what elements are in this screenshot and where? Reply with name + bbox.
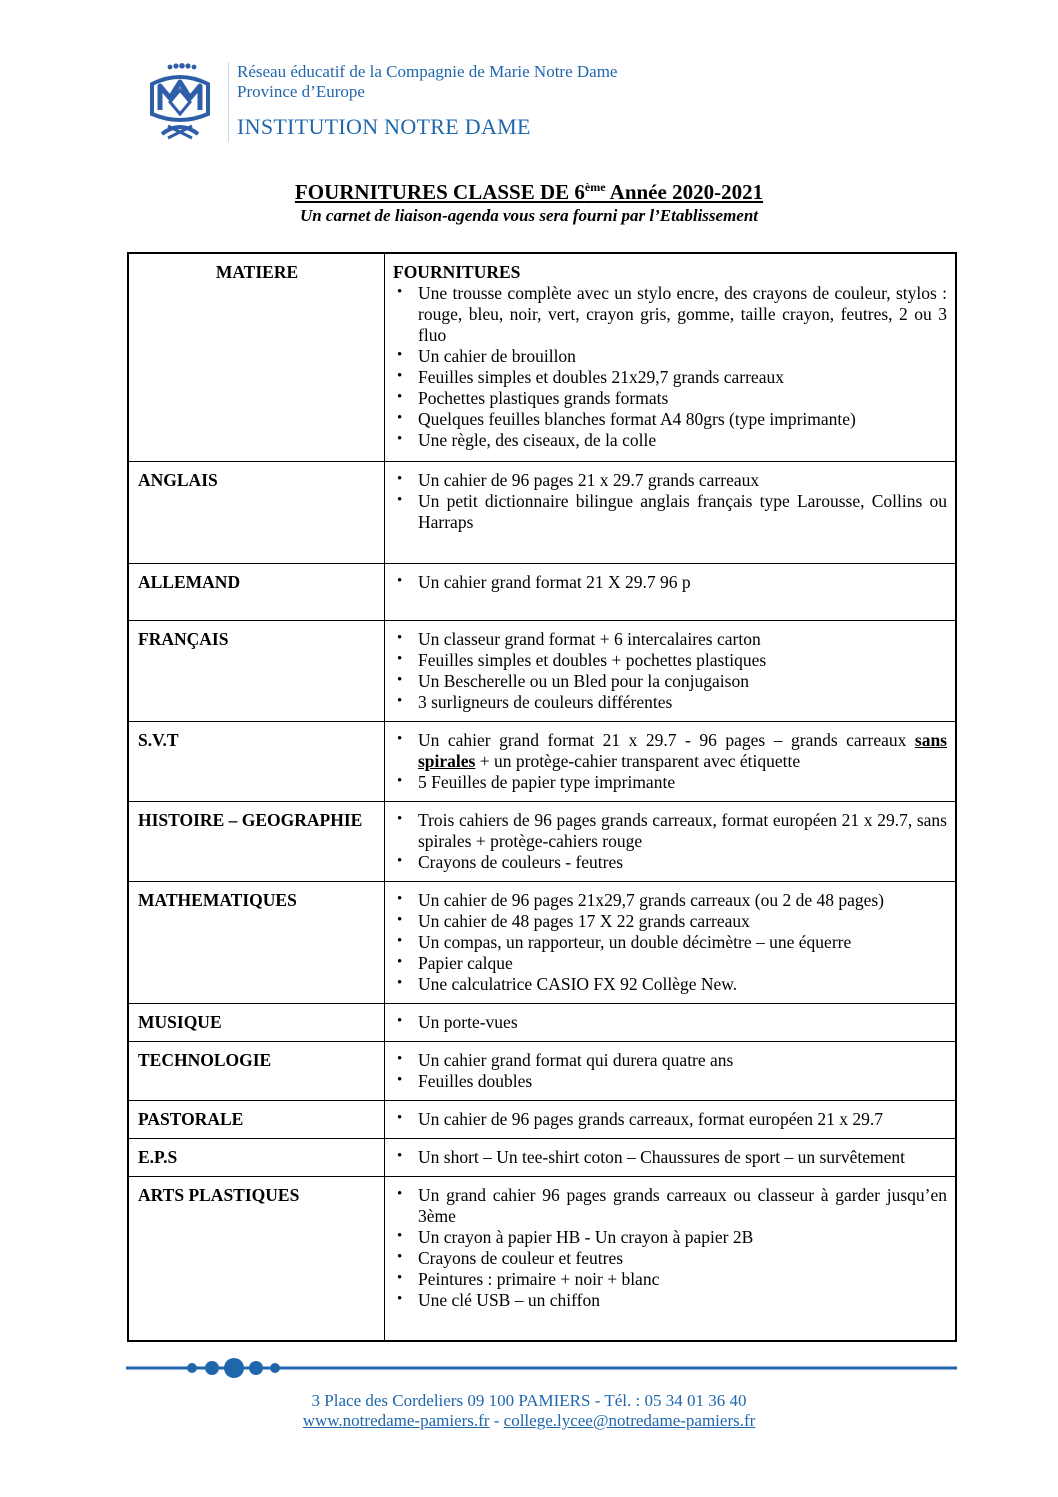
supply-item (393, 409, 947, 430)
supply-text: Une règle, des ciseaux, de la colle (418, 430, 657, 450)
subject-name: MATHEMATIQUES (128, 881, 385, 1003)
table-row (128, 1003, 956, 1041)
subject-name: HISTOIRE – GEOGRAPHIE (128, 801, 385, 881)
supply-text: Un cahier grand format 21 X 29.7 96 p (418, 571, 691, 592)
supply-text: Un cahier de 96 pages grands carreaux, format européen 21 x 29.7 (418, 1108, 884, 1129)
subject-name: S.V.T (128, 721, 385, 801)
bullet-icon: • (397, 1290, 403, 1307)
supply-text: Un grand cahier 96 pages grands carreaux ou classeur à garder jusqu’en 3ème (418, 1184, 947, 1226)
supply-text: Une calculatrice CASIO FX 92 Collège New. (418, 973, 738, 994)
footer-separator: - (489, 1411, 504, 1430)
supply-item (393, 932, 947, 953)
bullet-icon: • (397, 284, 403, 300)
bullet-icon: • (397, 650, 403, 667)
bullet-icon: • (397, 1012, 403, 1029)
supplies-cell (385, 1138, 957, 1176)
supply-item (393, 974, 947, 995)
supply-item (393, 1248, 947, 1269)
subject-name: TECHNOLOGIE (128, 1041, 385, 1100)
bullet-icon: • (397, 410, 403, 426)
supply-text: Un cahier de brouillon (418, 346, 576, 366)
supply-item (393, 692, 947, 713)
bullet-icon: • (397, 953, 403, 970)
supply-text: Un cahier de 96 pages 21 x 29.7 grands carreaux (418, 469, 760, 490)
header (237, 62, 617, 140)
bullet-icon: • (397, 1185, 403, 1202)
table-row (128, 1041, 956, 1100)
supply-text: Un crayon à papier HB - Un crayon à papier 2B (418, 1226, 754, 1247)
supplies-list (393, 629, 947, 713)
supply-text: Crayons de couleur et feutres (418, 1247, 624, 1268)
supply-text: Trois cahiers de 96 pages grands carreaux, format européen 21 x 29.7, sans spirales + protège-cahiers rouge (418, 809, 947, 851)
page-subtitle: Un carnet de liaison-agenda vous sera fourni par l’Etablissement (299, 206, 759, 225)
bullet-icon: • (397, 730, 403, 747)
supply-item (393, 1012, 947, 1033)
supply-item (393, 388, 947, 409)
supplies-list (393, 730, 947, 793)
institution-name: INSTITUTION NOTRE DAME (237, 114, 531, 139)
bullet-icon: • (397, 852, 403, 869)
supply-text: Papier calque (418, 952, 513, 973)
supply-text: Un short – Un tee-shirt coton – Chaussures de sport – un survêtement (418, 1146, 906, 1167)
subject-name: ANGLAIS (128, 461, 385, 563)
supply-text: Un classeur grand format + 6 intercalaires carton (418, 628, 761, 649)
supplies-list (393, 810, 947, 873)
bullet-icon: • (397, 932, 403, 949)
supply-item (393, 810, 947, 852)
supply-item (393, 1050, 947, 1071)
supply-text: + un protège-cahier transparent avec étiquette (475, 750, 801, 771)
table-row (128, 1176, 956, 1341)
supplies-cell (385, 620, 957, 721)
table-row (128, 620, 956, 721)
email-link[interactable]: college.lycee@notredame-pamiers.fr (503, 1411, 756, 1430)
supply-text: Feuilles simples et doubles 21x29,7 grands carreaux (418, 367, 784, 387)
supply-item (393, 1071, 947, 1092)
province-name: Province d’Europe (237, 82, 365, 101)
supply-item (393, 1109, 947, 1130)
bullet-icon: • (397, 1269, 403, 1286)
supply-text: Peintures : primaire + noir + blanc (418, 1268, 660, 1289)
supply-item (393, 367, 947, 388)
supplies-cell (385, 1176, 957, 1341)
bullet-icon: • (397, 1109, 403, 1126)
bullet-icon: • (397, 1248, 403, 1265)
table-header-row (128, 253, 956, 461)
bullet-icon: • (397, 692, 403, 709)
bullet-icon: • (397, 431, 403, 447)
general-supplies-cell (385, 253, 957, 461)
supply-item (393, 1227, 947, 1248)
title-prefix: FOURNITURES CLASSE DE 6 (294, 180, 585, 204)
supplies-cell (385, 881, 957, 1003)
supplies-cell (385, 461, 957, 563)
supplies-list (393, 1012, 947, 1033)
title-suffix: Année 2020-2021 (605, 180, 764, 204)
supply-text: Un cahier grand format qui durera quatre ans (418, 1049, 734, 1070)
bullet-icon: • (397, 491, 403, 508)
bullet-icon: • (397, 347, 403, 363)
supply-text: Un cahier de 96 pages 21x29,7 grands carreaux (ou 2 de 48 pages) (418, 889, 885, 910)
bullet-icon: • (397, 1050, 403, 1067)
supply-text: Quelques feuilles blanches format A4 80grs (type imprimante) (418, 409, 856, 429)
bullet-icon: • (397, 911, 403, 928)
bullet-icon: • (397, 810, 403, 827)
supplies-cell (385, 721, 957, 801)
table-row (128, 1100, 956, 1138)
supply-text: 3 surligneurs de couleurs différentes (418, 691, 673, 712)
supply-text: Feuilles doubles (418, 1070, 533, 1091)
supply-text: Feuilles simples et doubles + pochettes plastiques (418, 649, 767, 670)
supplies-cell (385, 1003, 957, 1041)
supply-item (393, 491, 947, 533)
bullet-icon: • (397, 629, 403, 646)
subject-name: ALLEMAND (128, 563, 385, 620)
supplies-list (393, 470, 947, 533)
header-divider (228, 62, 229, 142)
supply-item (393, 430, 947, 451)
bullet-icon: • (397, 671, 403, 688)
supply-item (393, 1269, 947, 1290)
bullet-icon: • (397, 1227, 403, 1244)
supply-text: Un Bescherelle ou un Bled pour la conjugaison (418, 670, 749, 691)
subject-name: PASTORALE (128, 1100, 385, 1138)
supplies-cell (385, 801, 957, 881)
supplies-cell (385, 1100, 957, 1138)
footer-address: 3 Place des Cordeliers 09 100 PAMIERS - Tél. : 05 34 01 36 40 (311, 1391, 747, 1410)
supplies-cell (385, 1041, 957, 1100)
supplies-cell (385, 563, 957, 620)
emphasized-text: sans spirales (418, 729, 947, 771)
school-logo (140, 62, 220, 142)
bullet-icon: • (397, 890, 403, 907)
bullet-icon: • (397, 974, 403, 991)
supply-item (393, 650, 947, 671)
supplies-list (393, 1109, 947, 1130)
supplies-list (393, 572, 947, 593)
supply-text: 5 Feuilles de papier type imprimante (418, 771, 676, 792)
supply-item (393, 572, 947, 593)
subject-name: MUSIQUE (128, 1003, 385, 1041)
page-title (0, 180, 1058, 205)
supply-text: Un porte-vues (418, 1011, 518, 1032)
supply-text: Une trousse complète avec un stylo encre, des crayons de couleur, stylos : rouge, bleu, noir, vert, crayon gris, gomme, taille crayon, feutres, 2 ou 3 fluo (418, 283, 947, 345)
table-row (128, 721, 956, 801)
supply-text: Un petit dictionnaire bilingue anglais français type Larousse, Collins ou Harraps (418, 490, 947, 532)
supply-text: Une clé USB – un chiffon (418, 1289, 600, 1310)
supplies-list (393, 890, 947, 995)
table-row (128, 801, 956, 881)
supply-item (393, 772, 947, 793)
bullet-icon: • (397, 368, 403, 384)
table-row (128, 461, 956, 563)
supply-item (393, 911, 947, 932)
subject-name: ARTS PLASTIQUES (128, 1176, 385, 1341)
supply-text: Un compas, un rapporteur, un double décimètre – une équerre (418, 931, 852, 952)
supply-item (393, 1185, 947, 1227)
table-row (128, 1138, 956, 1176)
supplies-list (393, 1147, 947, 1168)
supply-item (393, 1290, 947, 1311)
supply-item (393, 629, 947, 650)
bullet-icon: • (397, 772, 403, 789)
supply-item (393, 953, 947, 974)
supply-item (393, 890, 947, 911)
supply-item (393, 283, 947, 346)
supply-item (393, 1147, 947, 1168)
table-row (128, 881, 956, 1003)
bullet-icon: • (397, 470, 403, 487)
title-superscript: ème (584, 180, 606, 194)
bullet-icon: • (397, 1071, 403, 1088)
bullet-icon: • (397, 1147, 403, 1164)
header-items: FOURNITURES (393, 262, 521, 282)
supply-text: Un cahier de 48 pages 17 X 22 grands carreaux (418, 910, 750, 931)
bullet-icon: • (397, 389, 403, 405)
subject-name: E.P.S (128, 1138, 385, 1176)
footer (0, 1391, 1058, 1431)
header-subject: MATIERE (128, 253, 385, 461)
subject-name: FRANÇAIS (128, 620, 385, 721)
supply-item (393, 346, 947, 367)
supply-item (393, 730, 947, 772)
supply-text: Crayons de couleurs - feutres (418, 851, 624, 872)
general-supplies-list (393, 283, 947, 451)
supply-item (393, 470, 947, 491)
website-link[interactable]: www.notredame-pamiers.fr (302, 1411, 490, 1430)
supply-text: Pochettes plastiques grands formats (418, 388, 669, 408)
supplies-list (393, 1185, 947, 1311)
supply-item (393, 852, 947, 873)
supply-item (393, 671, 947, 692)
network-name: Réseau éducatif de la Compagnie de Marie Notre Dame (237, 62, 618, 81)
footer-divider (126, 1357, 957, 1379)
bullet-icon: • (397, 572, 403, 589)
supplies-list (393, 1050, 947, 1092)
supplies-table (127, 252, 957, 1342)
table-row (128, 563, 956, 620)
supply-text: Un cahier grand format 21 x 29.7 - 96 pages – grands carreaux (418, 729, 915, 750)
